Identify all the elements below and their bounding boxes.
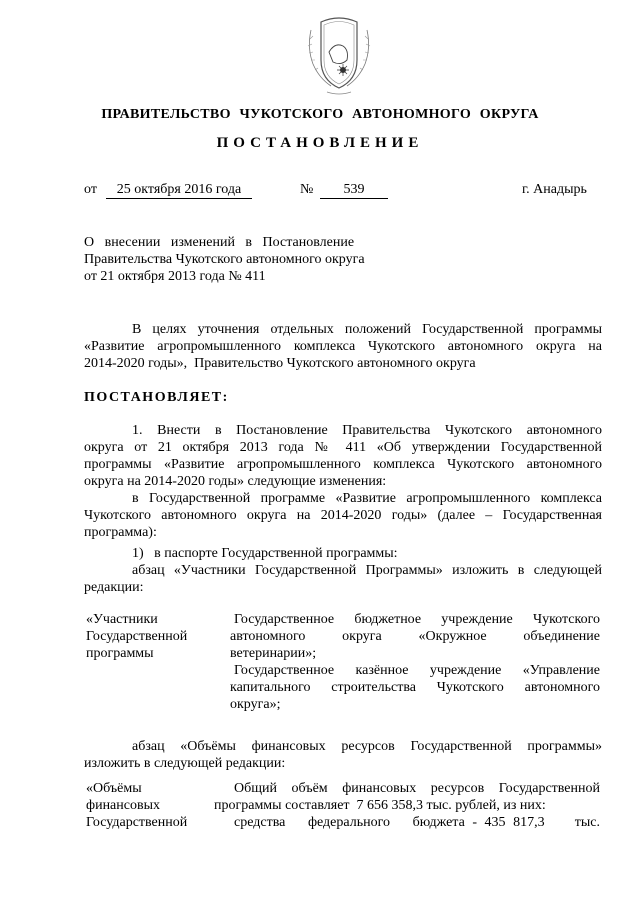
abzac-2-line-2: изложить в следующей редакции: [84,756,286,771]
table-1-right-cell [230,611,600,713]
preamble-line-2: «Развитие агропромышленного комплекса Чукотского автономного округа на [84,339,602,354]
government-title: ПРАВИТЕЛЬСТВО ЧУКОТСКОГО АВТОНОМНОГО ОКРУГА [101,107,539,122]
table-1-right-1: Государственное бюджетное учреждение Чукотского [234,612,600,627]
city: г. Анадырь [522,182,587,197]
table-2-right-cell [214,780,600,831]
item-1-line-3: программы «Развитие агропромышленного комплекса Чукотского автономного [84,457,602,472]
subject-line-2: Правительства Чукотского автономного округа [84,252,365,267]
item-1-sub-paragraph [84,490,602,541]
decree-number-value: 539 [320,182,388,199]
item-1-sub-line-3: программа): [84,525,157,540]
table-2-left-3: Государственной [86,815,188,830]
item-1-line-2: округа от 21 октября 2013 года № 411 «Об утверждении Государственной [84,440,602,455]
abzac-2-paragraph [84,738,602,772]
table-1-left-cell [86,611,206,662]
preamble-paragraph [84,321,602,372]
abzac-1-line-1: абзац «Участники Государственной Программы» изложить в следующей [132,563,602,578]
abzac-1-line-2: редакции: [84,580,144,595]
subject-line-1: О внесении изменений в Постановление [84,235,355,250]
item-1-sub-line-2: Чукотского автономного округа на 2014-2020 годы» (далее – Государственная [84,508,602,523]
preamble-line-3: 2014-2020 годы», Правительство Чукотского автономного округа [84,356,476,371]
abzac-1-paragraph [84,562,602,596]
item-1-paragraph [84,422,602,490]
item-1-sub-line-1: в Государственной программе «Развитие агропромышленного комплекса [132,491,602,506]
decree-date [106,181,252,199]
table-2-left-2: финансовых [86,798,160,813]
table-1-right-6: округа»; [230,697,281,712]
number-label: № [300,182,314,197]
item-1-line-4: округа на 2014-2020 годы» следующие изменения: [84,474,387,489]
abzac-2-line-1: абзац «Объёмы финансовых ресурсов Государственной программы» [132,739,602,754]
table-2-left-1: «Объёмы [86,781,142,796]
table-1-left-2: Государственной [86,629,188,644]
table-1-right-4: Государственное казённое учреждение «Управление [234,663,600,678]
table-1-right-2: автономного округа «Окружное объединение [230,629,600,644]
table-1-left-3: программы [86,646,154,661]
date-label: от [84,182,97,197]
table-1-right-3: ветеринарии»; [230,646,317,661]
decree-subject [84,234,390,285]
document-type-title: ПОСТАНОВЛЕНИЕ [216,135,424,151]
decree-heading: ПОСТАНОВЛЯЕТ: [84,390,229,405]
decree-number [320,181,388,199]
table-2-right-3: средства федерального бюджета - 435 817,3 тыс. [234,815,600,830]
preamble-line-1: В целях уточнения отдельных положений Государственной программы [132,322,602,337]
subject-line-3: от 21 октября 2013 года № 411 [84,269,266,284]
item-1-line-1: 1. Внести в Постановление Правительства Чукотского автономного [132,423,602,438]
table-2-right-1: Общий объём финансовых ресурсов Государственной [234,781,600,796]
table-1-right-5: капитального строительства Чукотского автономного [230,680,600,695]
coat-of-arms-icon [301,8,377,96]
table-2-left-cell [86,780,206,831]
point-1: 1) в паспорте Государственной программы: [132,546,398,561]
table-2-right-2: программы составляет 7 656 358,3 тыс. рублей, из них: [214,798,546,813]
decree-date-value: 25 октября 2016 года [106,182,252,199]
table-1-left-1: «Участники [86,612,158,627]
